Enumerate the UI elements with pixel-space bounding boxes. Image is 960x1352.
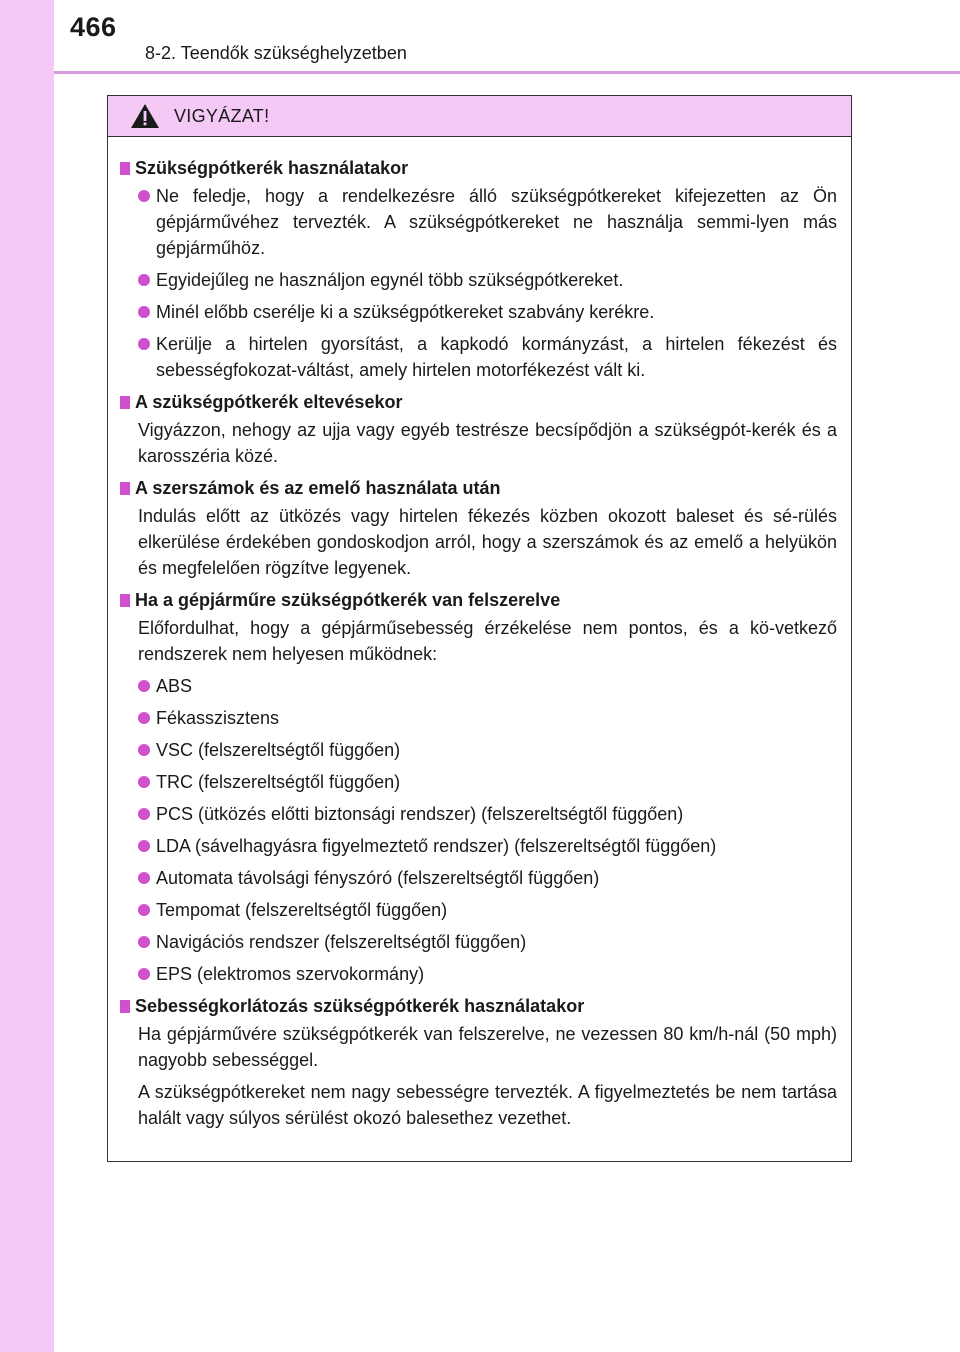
- section-heading: [120, 993, 837, 1019]
- round-bullet-icon: [138, 274, 150, 286]
- section-heading: [120, 587, 837, 613]
- warning-header: [108, 96, 851, 137]
- warning-section: [120, 155, 837, 383]
- list-item: [138, 673, 837, 699]
- list-item-text: Navigációs rendszer (felszereltségtől függően): [156, 932, 527, 952]
- list-item-text: Minél előbb cserélje ki a szükségpótkereket szabvány kerékre.: [156, 302, 655, 322]
- round-bullet-icon: [138, 306, 150, 318]
- header-divider: [54, 71, 960, 74]
- round-bullet-icon: [138, 872, 150, 884]
- list-item-text: Fékasszisztens: [156, 708, 280, 728]
- list-item-text: EPS (elektromos szervokormány): [156, 964, 425, 984]
- warning-title: VIGYÁZAT!: [174, 105, 270, 126]
- section-heading-text: A szükségpótkerék eltevésekor: [135, 392, 403, 412]
- square-bullet-icon: [120, 162, 130, 175]
- square-bullet-icon: [120, 482, 130, 495]
- warning-section: [120, 993, 837, 1131]
- round-bullet-icon: [138, 936, 150, 948]
- warning-section: [120, 475, 837, 581]
- list-item: [138, 961, 837, 987]
- paragraph: Vigyázzon, nehogy az ujja vagy egyéb testrésze becsípődjön a szükségpót-kerék és a karosszéria közé.: [138, 420, 837, 466]
- square-bullet-icon: [120, 594, 130, 607]
- square-bullet-icon: [120, 1000, 130, 1013]
- list-item: [138, 267, 837, 293]
- square-bullet-icon: [120, 396, 130, 409]
- round-bullet-icon: [138, 840, 150, 852]
- list-item: [138, 801, 837, 827]
- list-item-text: ABS: [156, 676, 193, 696]
- round-bullet-icon: [138, 680, 150, 692]
- section-heading-text: Sebességkorlátozás szükségpótkerék használatakor: [135, 996, 585, 1016]
- paragraph: A szükségpótkereket nem nagy sebességre tervezték. A figyelmeztetés be nem tartása halált vagy súlyos sérülést okozó balesethez vezethet.: [138, 1082, 837, 1128]
- list-item-text: PCS (ütközés előtti biztonsági rendszer) (felszereltségtől függően): [156, 804, 684, 824]
- list-item: [138, 769, 837, 795]
- list-item-text: TRC (felszereltségtől függően): [156, 772, 401, 792]
- list-item: [138, 705, 837, 731]
- list-item: [138, 299, 837, 325]
- round-bullet-icon: [138, 808, 150, 820]
- warning-body: [108, 137, 851, 1161]
- list-item: [138, 331, 837, 383]
- warning-section: [120, 587, 837, 987]
- side-color-band: [0, 0, 54, 1352]
- warning-triangle-icon: [130, 103, 160, 129]
- warning-box: [107, 95, 852, 1162]
- section-heading-text: Szükségpótkerék használatakor: [135, 158, 409, 178]
- list-item: [138, 865, 837, 891]
- round-bullet-icon: [138, 744, 150, 756]
- page-number: 466: [70, 12, 117, 42]
- list-item-text: Ne feledje, hogy a rendelkezésre álló szükségpótkereket kifejezetten az Ön gépjárművéhez tervezték. A szükségpótkereket ne használja semmi-lyen más gépjárműhöz.: [156, 186, 837, 258]
- warning-section: [120, 389, 837, 469]
- paragraph: Előfordulhat, hogy a gépjárműsebesség érzékelése nem pontos, és a kö-vetkező rendszerek nem helyesen működnek:: [138, 618, 837, 664]
- round-bullet-icon: [138, 712, 150, 724]
- round-bullet-icon: [138, 904, 150, 916]
- list-item: [138, 929, 837, 955]
- list-item-text: Egyidejűleg ne használjon egynél több szükségpótkereket.: [156, 270, 624, 290]
- section-heading: [120, 155, 837, 181]
- section-title: 8-2. Teendők szükséghelyzetben: [145, 43, 407, 63]
- list-item-text: Automata távolsági fényszóró (felszereltségtől függően): [156, 868, 600, 888]
- list-item-text: Kerülje a hirtelen gyorsítást, a kapkodó kormányzást, a hirtelen fékezést és sebességfokozat-váltást, amely hirtelen motorfékezést vált ki.: [156, 334, 837, 380]
- list-item-text: Tempomat (felszereltségtől függően): [156, 900, 448, 920]
- section-heading: [120, 475, 837, 501]
- paragraph: Ha gépjárművére szükségpótkerék van felszerelve, ne vezessen 80 km/h-nál (50 mph) nagyobb sebességgel.: [138, 1024, 837, 1070]
- list-item: [138, 183, 837, 261]
- round-bullet-icon: [138, 968, 150, 980]
- round-bullet-icon: [138, 190, 150, 202]
- list-item: [138, 897, 837, 923]
- list-item: [138, 833, 837, 859]
- list-item-text: VSC (felszereltségtől függően): [156, 740, 401, 760]
- section-heading-text: Ha a gépjárműre szükségpótkerék van felszerelve: [135, 590, 561, 610]
- round-bullet-icon: [138, 776, 150, 788]
- list-item-text: LDA (sávelhagyásra figyelmeztető rendszer) (felszereltségtől függően): [156, 836, 717, 856]
- list-item: [138, 737, 837, 763]
- section-heading-text: A szerszámok és az emelő használata után: [135, 478, 501, 498]
- section-heading: [120, 389, 837, 415]
- paragraph: Indulás előtt az ütközés vagy hirtelen fékezés közben okozott baleset és sé-rülés elkerülése érdekében gondoskodjon arról, hogy a szerszámok és az emelő a helyükön és megfelelően rögzítve legyenek.: [138, 506, 837, 578]
- round-bullet-icon: [138, 338, 150, 350]
